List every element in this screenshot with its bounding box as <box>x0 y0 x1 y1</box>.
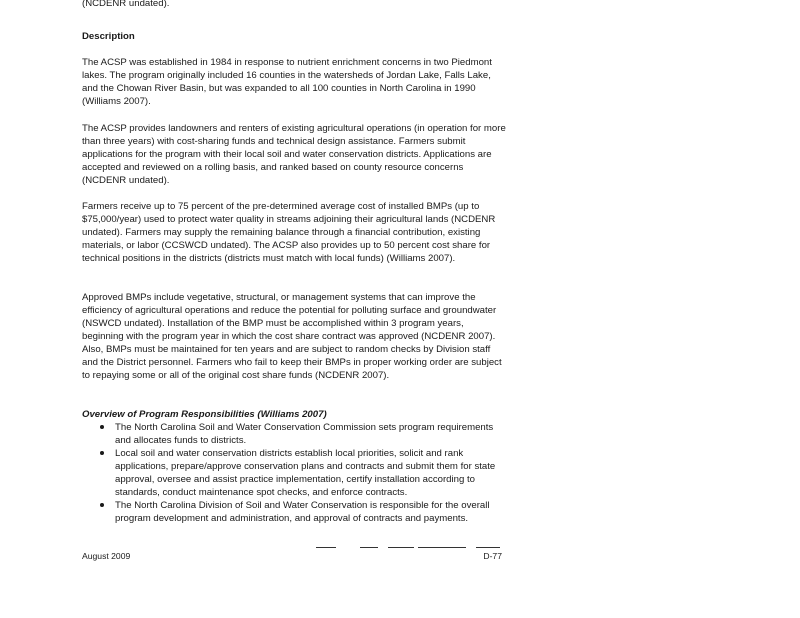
paragraph-cost-share: Farmers receive up to 75 percent of the pre-determined average cost of installed BMPs (up to $75,000/year) used to protect water quality in streams adjoining their agricultural lands (NCDENR undated). Farmers may supply the remaining balance through a financial contribution, existing materials, or labor (CCSWCD undated). The ACSP also provides up to 50 percent cost share for technical positions in the districts (districts must match with local funds) (Williams 2007). <box>82 201 496 264</box>
paragraph-eligibility: The ACSP provides landowners and renters of existing agricultural operations (in operation for more than three years) with cost-sharing funds and technical design assistance. Farmers submit applications for the program with their local soil and water conservation districts. Applications are accepted and reviewed on a rolling basis, and ranked based on county resource concerns (NCDENR undated). <box>82 123 506 186</box>
overview-title: Overview of Program Responsibilities (Williams 2007) <box>82 409 327 420</box>
previous-page-fragment: (NCDENR undated). <box>82 0 170 9</box>
footer-rule <box>388 547 414 548</box>
list-item <box>82 421 506 447</box>
footer-rule <box>360 547 378 548</box>
list-item-text: The North Carolina Division of Soil and Water Conservation is responsible for the overall program development and administration, and approval of contracts and payments. <box>115 500 490 524</box>
bullet-icon <box>100 451 104 455</box>
list-item-text: Local soil and water conservation districts establish local priorities, solicit and rank applications, prepare/approve conservation plans and contracts and submit them for state approval, oversee and assist practice implementation, certify installation according to standards, conduct maintenance spot checks, and enforce contracts. <box>115 448 496 498</box>
bullet-icon <box>100 503 104 507</box>
footer-rule <box>418 547 466 548</box>
bullet-icon <box>100 425 104 429</box>
list-item-text: The North Carolina Soil and Water Conservation Commission sets program requirements and allocates funds to districts. <box>115 422 494 446</box>
footer-page-number: D-77 <box>483 551 502 561</box>
paragraph-history: The ACSP was established in 1984 in response to nutrient enrichment concerns in two Piedmont lakes. The program originally included 16 counties in the watersheds of Jordan Lake, Falls Lake, and the Chowan River Basin, but was expanded to all 100 counties in North Carolina in 1990 (Williams 2007). <box>82 57 492 107</box>
list-item <box>82 499 506 525</box>
paragraph-approved-bmps: Approved BMPs include vegetative, structural, or management systems that can improve the efficiency of agricultural operations and reduce the potential for polluting surface and groundwater (NSWCD undated). Installation of the BMP must be accomplished within 3 program years, beginning with the program year in which the cost share contract was approved (NCDENR 2007). Also, BMPs must be maintained for ten years and are subject to random checks by Division staff and the District personnel. Farmers who fail to keep their BMPs in proper working order are subject to repaying some or all of the original cost share funds (NCDENR 2007). <box>82 292 502 381</box>
list-item <box>82 447 506 499</box>
footer-date: August 2009 <box>82 551 131 561</box>
description-heading: Description <box>82 31 135 42</box>
footer-rule <box>476 547 500 548</box>
footer-rule <box>316 547 336 548</box>
responsibilities-list <box>82 421 506 525</box>
